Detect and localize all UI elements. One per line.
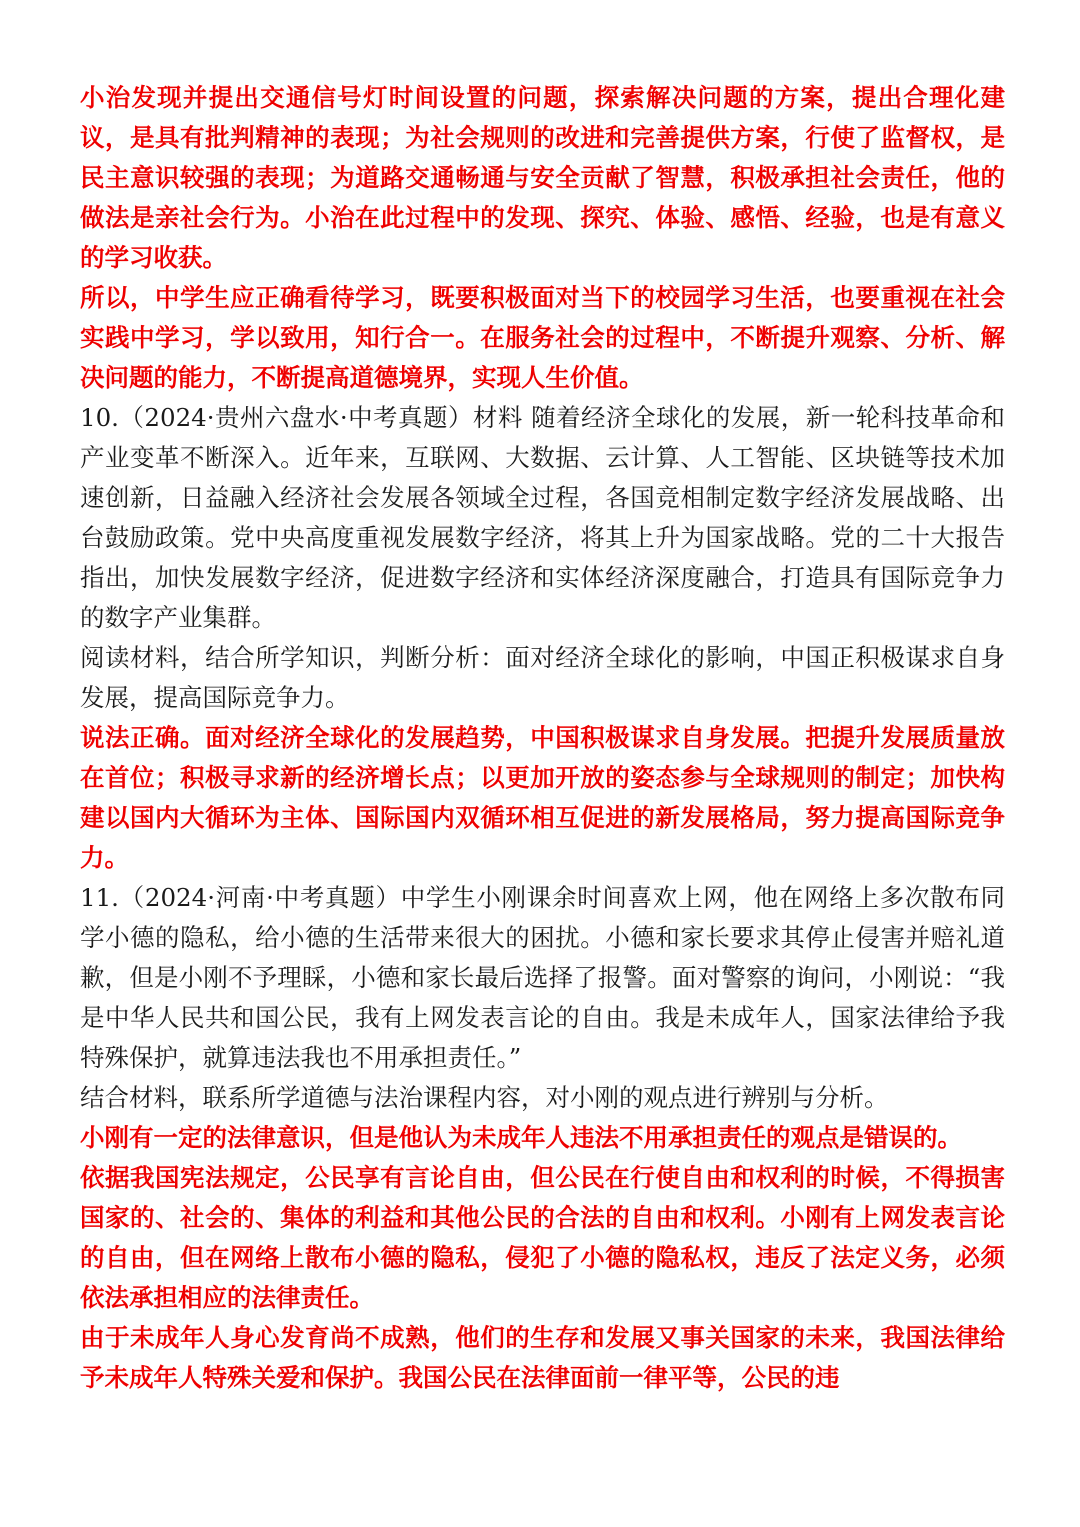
answer-paragraph: 依据我国宪法规定，公民享有言论自由，但公民在行使自由和权利的时候，不得损害国家的、社会的、集体的利益和其他公民的合法的自由和权利。小刚有上网发表言论的自由，但在网络上散布小德的隐私，侵犯了小德的隐私权，违反了法定义务，必须依法承担相应的法律责任。 bbox=[80, 1163, 1005, 1312]
question-10-material: 10.（2024·贵州六盘水·中考真题）材料 随着经济全球化的发展，新一轮科技革命和产业变革不断深入。近年来，互联网、大数据、云计算、人工智能、区块链等技术加速创新，日益融入经济社会发展各领域全过程，各国竞相制定数字经济发展战略、出台鼓励政策。党中央高度重视发展数字经济，将其上升为国家战略。党的二十大报告指出，加快发展数字经济，促进数字经济和实体经济深度融合，打造具有国际竞争力的数字产业集群。 bbox=[80, 403, 1005, 632]
answer-paragraph: 说法正确。面对经济全球化的发展趋势，中国积极谋求自身发展。把提升发展质量放在首位；积极寻求新的经济增长点；以更加开放的姿态参与全球规则的制定；加快构建以国内大循环为主体、国际国内双循环相互促进的新发展格局，努力提高国际竞争力。 bbox=[80, 723, 1005, 872]
answer-paragraph: 小治发现并提出交通信号灯时间设置的问题，探索解决问题的方案，提出合理化建议，是具有批判精神的表现；为社会规则的改进和完善提供方案，行使了监督权，是民主意识较强的表现；为道路交通畅通与安全贡献了智慧，积极承担社会责任，他的做法是亲社会行为。小治在此过程中的发现、探究、体验、感悟、经验，也是有意义的学习收获。 bbox=[80, 83, 1005, 272]
question-11-material: 11.（2024·河南·中考真题）中学生小刚课余时间喜欢上网，他在网络上多次散布同学小德的隐私，给小德的生活带来很大的困扰。小德和家长要求其停止侵害并赔礼道歉，但是小刚不予理睬，小德和家长最后选择了报警。面对警察的询问，小刚说：“我是中华人民共和国公民，我有上网发表言论的自由。我是未成年人，国家法律给予我特殊保护，就算违法我也不用承担责任。” bbox=[80, 883, 1005, 1072]
answer-paragraph: 由于未成年人身心发育尚不成熟，他们的生存和发展又事关国家的未来，我国法律给予未成年人特殊关爱和保护。我国公民在法律面前一律平等，公民的违 bbox=[80, 1323, 1005, 1392]
question-11-prompt: 结合材料，联系所学道德与法治课程内容，对小刚的观点进行辨别与分析。 bbox=[80, 1083, 889, 1112]
answer-paragraph: 所以，中学生应正确看待学习，既要积极面对当下的校园学习生活，也要重视在社会实践中学习，学以致用，知行合一。在服务社会的过程中，不断提升观察、分析、解决问题的能力，不断提高道德境界，实现人生价值。 bbox=[80, 283, 1005, 392]
document-page bbox=[80, 78, 1005, 1398]
answer-paragraph: 小刚有一定的法律意识，但是他认为未成年人违法不用承担责任的观点是错误的。 bbox=[80, 1123, 962, 1152]
question-10-prompt: 阅读材料，结合所学知识，判断分析：面对经济全球化的影响，中国正积极谋求自身发展，提高国际竞争力。 bbox=[80, 643, 1005, 712]
